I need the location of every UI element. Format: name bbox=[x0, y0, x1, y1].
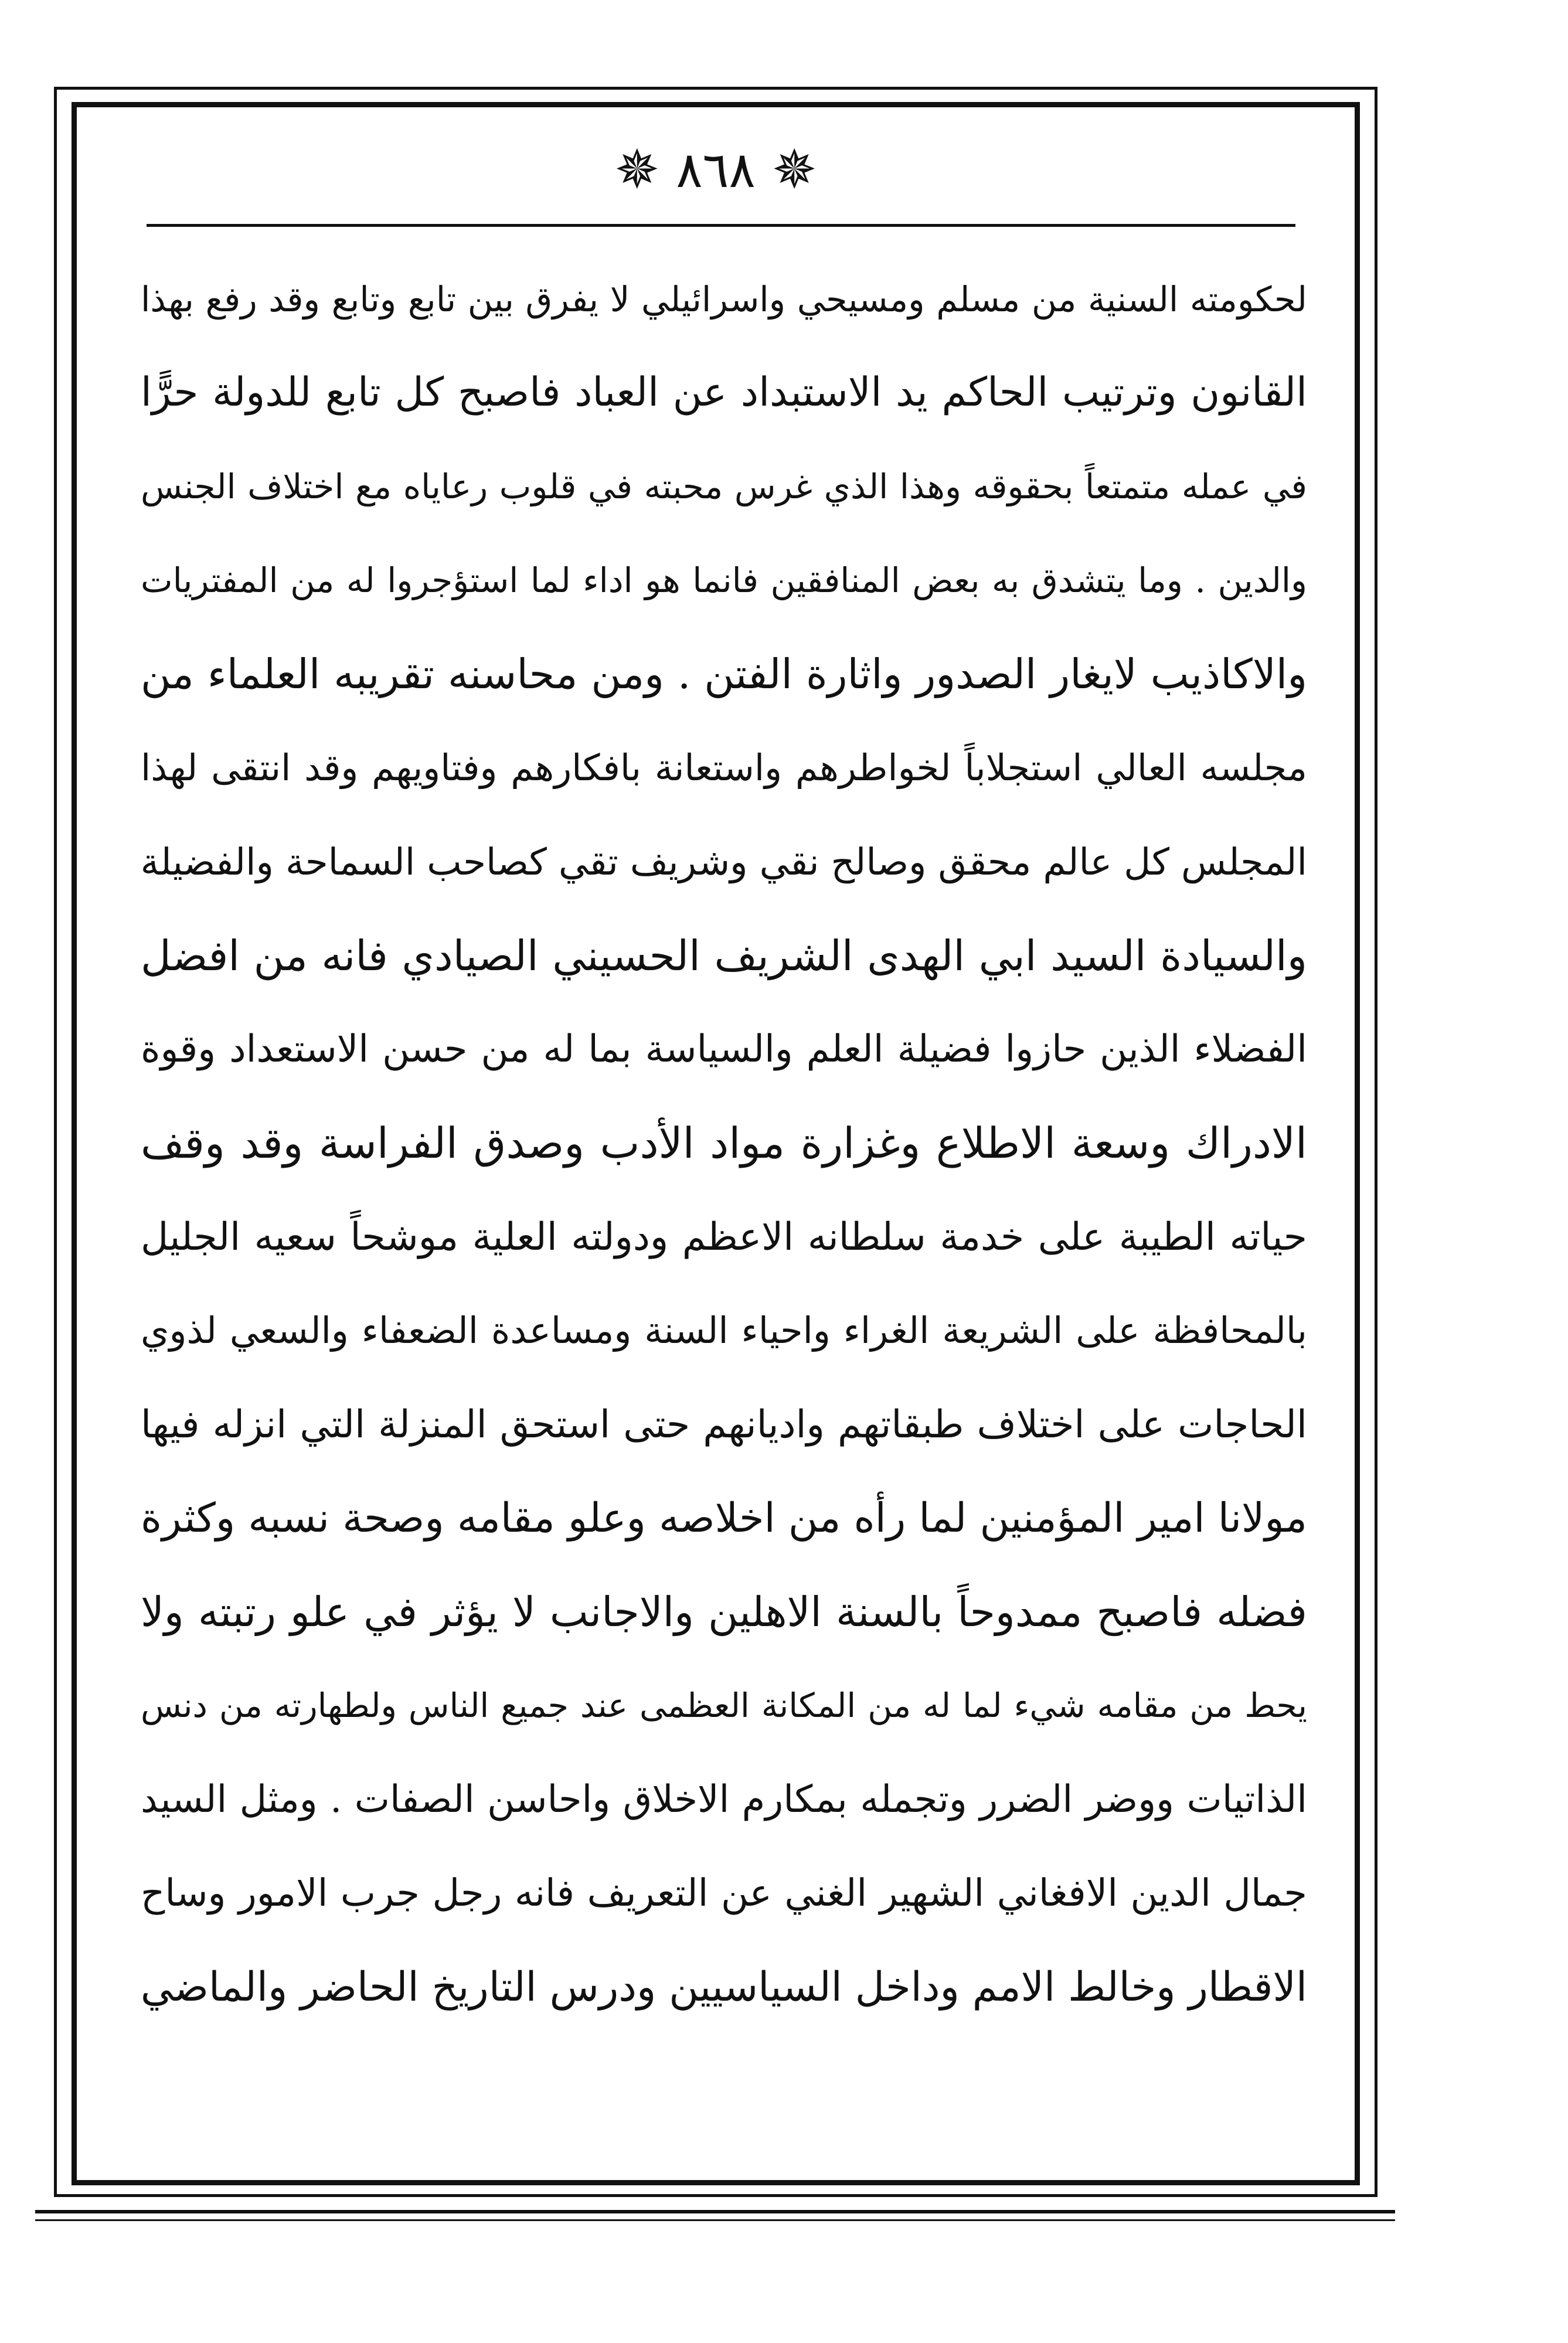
text-line-content: الاقطار وخالط الامم وداخل السياسيين ودرس التاريخ الحاضر والماضي bbox=[140, 1963, 1307, 2011]
ornament-icon: ✵ bbox=[614, 138, 660, 201]
text-line bbox=[141, 533, 1307, 627]
text-line bbox=[141, 1002, 1307, 1096]
text-line bbox=[141, 1378, 1307, 1471]
text-line bbox=[141, 1471, 1307, 1565]
text-line-content: مولانا امير المؤمنين لما رأه من اخلاصه وعلو مقامه وصحة نسبه وكثرة bbox=[141, 1494, 1307, 1542]
bottom-rule-thin bbox=[35, 2219, 1395, 2221]
header-rule bbox=[147, 224, 1295, 227]
text-line-content: الذاتيات ووضر الضرر وتجمله بمكارم الاخلاق واحاسن الصفات . ومثل السيد bbox=[141, 1778, 1308, 1821]
text-line-content: الحاجات على اختلاف طبقاتهم واديانهم حتى استحق المنزلة التي انزله فيها bbox=[141, 1402, 1307, 1447]
text-line-content: والسيادة السيد ابي الهدى الشريف الحسيني الصيادي فانه من افضل bbox=[141, 931, 1307, 980]
text-line bbox=[141, 627, 1307, 721]
text-line-content: الفضلاء الذين حازوا فضيلة العلم والسياسة بما له من حسن الاستعداد وقوة bbox=[141, 1028, 1307, 1071]
text-line bbox=[141, 1753, 1307, 1846]
page-number: ٨٦٨ bbox=[676, 141, 756, 199]
text-line bbox=[141, 252, 1307, 346]
text-line bbox=[141, 440, 1307, 533]
text-line bbox=[141, 346, 1307, 440]
text-line-content: الادراك وسعة الاطلاع وغزارة مواد الأدب وصدق الفراسة وقد وقف bbox=[141, 1118, 1307, 1168]
page-header bbox=[72, 135, 1360, 205]
text-line-content: في عمله متمتعاً بحقوقه وهذا الذي غرس محبته في قلوب رعاياه مع اختلاف الجنس bbox=[141, 467, 1307, 506]
text-line-content: لحكومته السنية من مسلم ومسيحي واسرائيلي لا يفرق بين تابع وتابع وقد رفع بهذا bbox=[141, 278, 1307, 319]
text-line bbox=[141, 1190, 1307, 1284]
text-line-content: والاكاذيب لايغار الصدور واثارة الفتن . ومن محاسنه تقريبه العلماء من bbox=[141, 650, 1307, 698]
text-line bbox=[141, 721, 1307, 815]
ornament-icon: ✵ bbox=[771, 138, 817, 201]
text-line bbox=[141, 1284, 1307, 1378]
text-line-content: مجلسه العالي استجلاباً لخواطرهم واستعانة بافكارهم وفتاويهم وقد انتقى لهذا bbox=[141, 746, 1307, 789]
text-line-content: يحط من مقامه شيء لما له من المكانة العظمى عند جميع الناس ولطهارته من دنس bbox=[141, 1686, 1307, 1725]
body-text bbox=[141, 252, 1307, 2034]
text-line bbox=[141, 815, 1307, 909]
text-line-content: والدين . وما يتشدق به بعض المنافقين فانما هو اداء لما استؤجروا له من المفتريات bbox=[141, 560, 1307, 600]
text-line-content: القانون وترتيب الحاكم يد الاستبداد عن العباد فاصبح كل تابع للدولة حرًّا bbox=[141, 369, 1307, 416]
text-line bbox=[141, 1096, 1307, 1190]
text-line bbox=[141, 1940, 1307, 2034]
text-line bbox=[141, 1565, 1307, 1659]
text-line bbox=[141, 909, 1307, 1002]
text-line-content: بالمحافظة على الشريعة الغراء واحياء السنة ومساعدة الضعفاء والسعي لذوي bbox=[141, 1309, 1307, 1352]
text-line-content: المجلس كل عالم محقق وصالح نقي وشريف تقي كصاحب السماحة والفضيلة bbox=[140, 840, 1307, 883]
text-line-content: جمال الدين الافغاني الشهير الغني عن التعريف فانه رجل جرب الامور وساح bbox=[141, 1872, 1307, 1915]
text-line-content: حياته الطيبة على خدمة سلطانه الاعظم ودولته العلية موشحاً سعيه الجليل bbox=[141, 1215, 1307, 1259]
text-line-content: فضله فاصبح ممدوحاً بالسنة الاهلين والاجانب لا يؤثر في علو رتبته ولا bbox=[141, 1588, 1307, 1636]
bottom-rule bbox=[35, 2210, 1395, 2213]
text-line bbox=[141, 1659, 1307, 1753]
text-line bbox=[141, 1846, 1307, 1940]
